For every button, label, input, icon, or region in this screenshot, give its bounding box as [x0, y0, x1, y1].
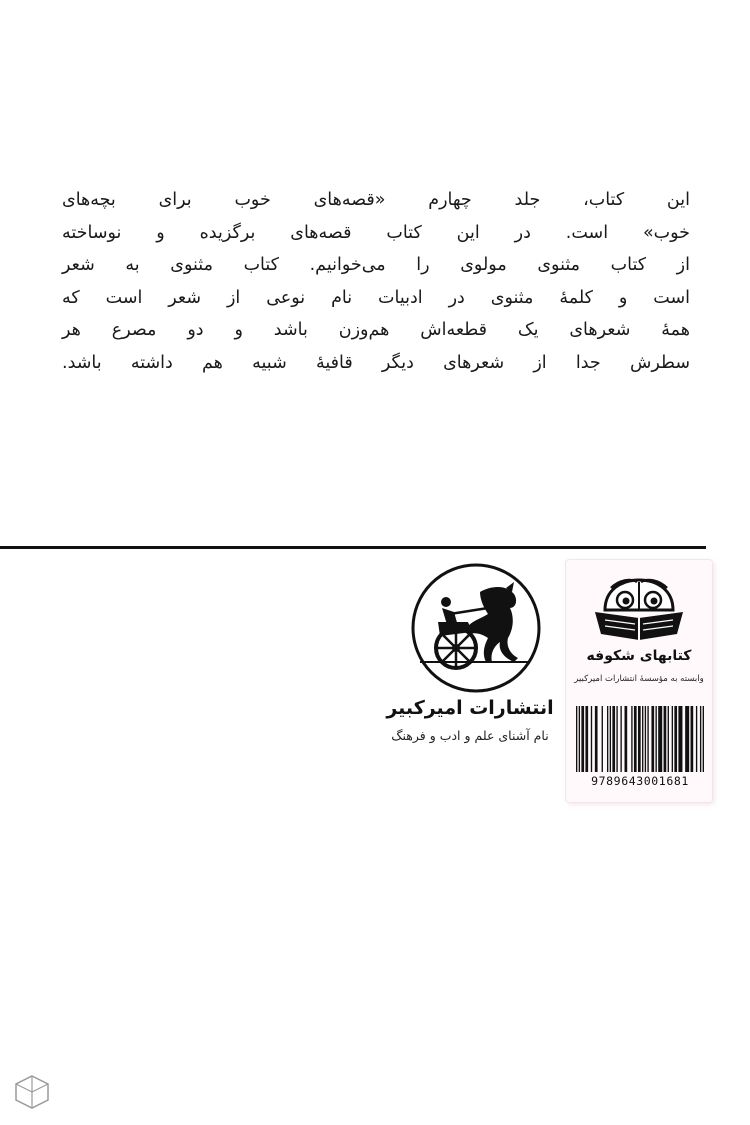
horizontal-divider [0, 546, 706, 549]
barcode-bar [703, 706, 704, 772]
back-cover-blurb [62, 184, 690, 380]
barcode-bar [581, 706, 584, 772]
publisher-name: انتشارات امیرکبیر [386, 697, 554, 719]
barcode-bar [658, 706, 662, 772]
imprint-brand: کتابهای شکوفه [586, 648, 692, 664]
barcode-bar [664, 706, 667, 772]
barcode-bar [655, 706, 656, 772]
barcode-bar [607, 706, 608, 772]
barcode-bar [616, 706, 617, 772]
barcode-bar [612, 706, 615, 772]
barcode-bar [651, 706, 654, 772]
blurb-line: از کتاب مثنوی مولوی را می‌خوانیم. کتاب مثنوی به شعر [62, 255, 690, 276]
barcode-bar [610, 706, 611, 772]
barcode-bar [585, 706, 588, 772]
barcode-bar [672, 706, 673, 772]
barcode-bar [691, 706, 694, 772]
imprint-affiliation: وابسته به مؤسسهٔ انتشارات امیرکبیر [574, 674, 704, 684]
barcode-bar [645, 706, 646, 772]
barcode-bar [595, 706, 598, 772]
barcode-bar [634, 706, 637, 772]
blurb-line: خوب» است. در این کتاب قصه‌های برگزیده و نوساخته [62, 222, 690, 243]
blurb-line: است و کلمهٔ مثنوی در ادبیات نام نوعی از شعر است که [62, 287, 690, 308]
isbn-barcode [576, 706, 704, 772]
barcode-bar [696, 706, 697, 772]
barcode-bar [579, 706, 580, 772]
isbn-number: 9789643001681 [591, 774, 689, 788]
barcode-bar [576, 706, 577, 772]
barcode-bar [602, 706, 603, 772]
barcode-bar [647, 706, 648, 772]
chariot-horse-logo-icon [410, 562, 542, 694]
barcode-bar [638, 706, 641, 772]
publisher-slogan: نام آشنای علم و ادب و فرهنگ [391, 728, 549, 743]
barcode-bar [685, 706, 689, 772]
barcode-bar [625, 706, 628, 772]
barcode-bar [678, 706, 682, 772]
barcode-bar [700, 706, 701, 772]
barcode-bar [620, 706, 621, 772]
blurb-line: سطرش جدا از شعرهای دیگر قافیهٔ شبیه هم داشته باشد. [62, 352, 690, 373]
book-watermark-icon [10, 1070, 54, 1114]
barcode-bar [631, 706, 632, 772]
barcode-bar [642, 706, 643, 772]
imprint-barcode-sticker [566, 560, 712, 802]
blurb-line: همهٔ شعرهای یک قطعه‌اش هم‌وزن باشد و دو مصرع هر [62, 320, 690, 341]
blurb-line: این کتاب، جلد چهارم «قصه‌های خوب برای بچه‌های [62, 190, 690, 210]
barcode-bar [668, 706, 669, 772]
barcode-bar [674, 706, 677, 772]
children-reading-logo-icon [591, 576, 687, 646]
barcode-bar [591, 706, 592, 772]
